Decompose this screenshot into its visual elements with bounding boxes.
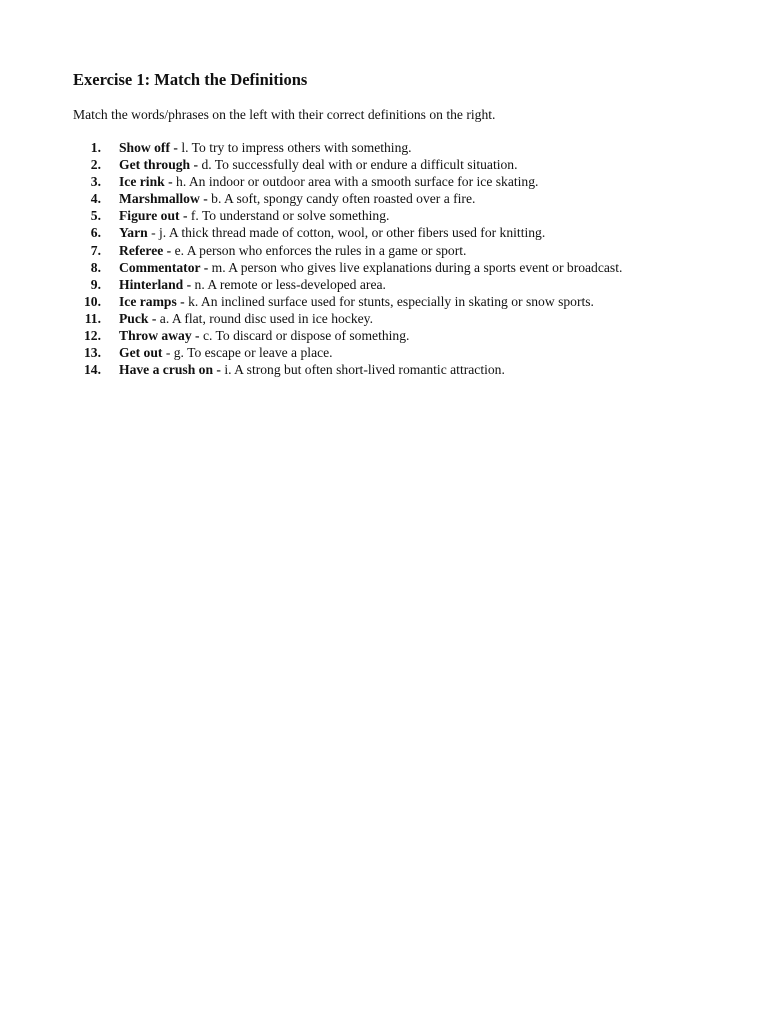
list-item <box>73 139 622 156</box>
item-separator: - <box>148 310 160 326</box>
list-item <box>73 259 622 276</box>
item-term: Ice ramps <box>119 293 177 309</box>
item-definition: k. An inclined surface used for stunts, especially in skating or snow sports. <box>188 293 594 309</box>
item-number: 14. <box>84 362 101 378</box>
item-separator: - <box>162 345 174 361</box>
item-term: Throw away <box>119 328 192 344</box>
item-definition: i. A strong but often short-lived romantic attraction. <box>224 362 505 378</box>
item-separator: - <box>213 362 225 378</box>
item-number: 5. <box>90 208 101 224</box>
list-item <box>73 156 622 173</box>
item-separator: - <box>179 208 191 224</box>
item-definition: c. To discard or dispose of something. <box>202 328 410 344</box>
item-term: Get out <box>119 345 163 361</box>
list-item <box>73 310 622 327</box>
item-definition: a. A flat, round disc used in ice hockey. <box>159 310 373 326</box>
item-separator: - <box>199 191 212 207</box>
list-item <box>73 361 622 378</box>
exercise-title: Exercise 1: Match the Definitions <box>73 70 308 89</box>
list-item <box>73 207 622 224</box>
item-number: 2. <box>90 157 101 173</box>
item-definition: j. A thick thread made of cotton, wool, or other fibers used for knitting. <box>159 225 546 241</box>
item-number: 9. <box>90 276 101 292</box>
item-term: Commentator <box>119 259 201 275</box>
item-term: Ice rink <box>119 174 165 190</box>
item-separator: - <box>191 328 203 344</box>
list-item <box>73 242 622 259</box>
item-definition: e. A person who enforces the rules in a game or sport. <box>174 242 467 258</box>
item-term: Yarn <box>119 225 148 241</box>
item-separator: - <box>190 157 202 173</box>
item-separator: - <box>176 293 189 309</box>
item-separator: - <box>169 140 182 155</box>
item-definition: d. To successfully deal with or endure a difficult situation. <box>201 157 518 173</box>
item-number: 4. <box>90 191 101 207</box>
list-item <box>73 293 622 310</box>
item-separator: - <box>164 174 177 190</box>
item-definition: l. To try to impress others with something. <box>181 140 412 155</box>
item-term: Have a crush on <box>119 362 214 378</box>
item-definition: n. A remote or less-developed area. <box>194 276 386 292</box>
item-definition: f. To understand or solve something. <box>190 208 390 224</box>
item-term: Marshmallow <box>119 191 200 207</box>
item-number: 3. <box>90 174 101 190</box>
item-number: 12. <box>84 328 101 344</box>
item-number: 11. <box>84 310 101 326</box>
item-definition: g. To escape or leave a place. <box>173 345 333 361</box>
item-separator: - <box>183 276 195 292</box>
item-term: Figure out <box>119 208 180 224</box>
item-term: Show off <box>119 140 170 155</box>
item-separator: - <box>147 225 160 241</box>
item-definition: m. A person who gives live explanations during a sports event or broadcast. <box>211 259 623 275</box>
list-item <box>73 276 622 293</box>
item-term: Hinterland <box>119 276 184 292</box>
item-term: Referee <box>119 242 164 258</box>
item-term: Puck <box>119 310 149 326</box>
item-number: 1. <box>90 140 101 155</box>
exercise-instructions: Match the words/phrases on the left with their correct definitions on the right. <box>73 107 496 122</box>
item-term: Get through <box>119 157 191 173</box>
item-separator: - <box>200 259 212 275</box>
item-separator: - <box>163 242 175 258</box>
item-number: 8. <box>90 259 101 275</box>
definition-list <box>73 139 622 378</box>
item-definition: h. An indoor or outdoor area with a smooth surface for ice skating. <box>176 174 539 190</box>
list-item <box>73 344 622 361</box>
list-item <box>73 173 622 190</box>
list-item <box>73 327 622 344</box>
list-item <box>73 190 622 207</box>
item-number: 6. <box>90 225 101 241</box>
item-number: 7. <box>90 242 101 258</box>
item-number: 13. <box>84 345 101 361</box>
item-number: 10. <box>84 293 101 309</box>
item-definition: b. A soft, spongy candy often roasted over a fire. <box>211 191 476 207</box>
list-item <box>73 224 622 241</box>
